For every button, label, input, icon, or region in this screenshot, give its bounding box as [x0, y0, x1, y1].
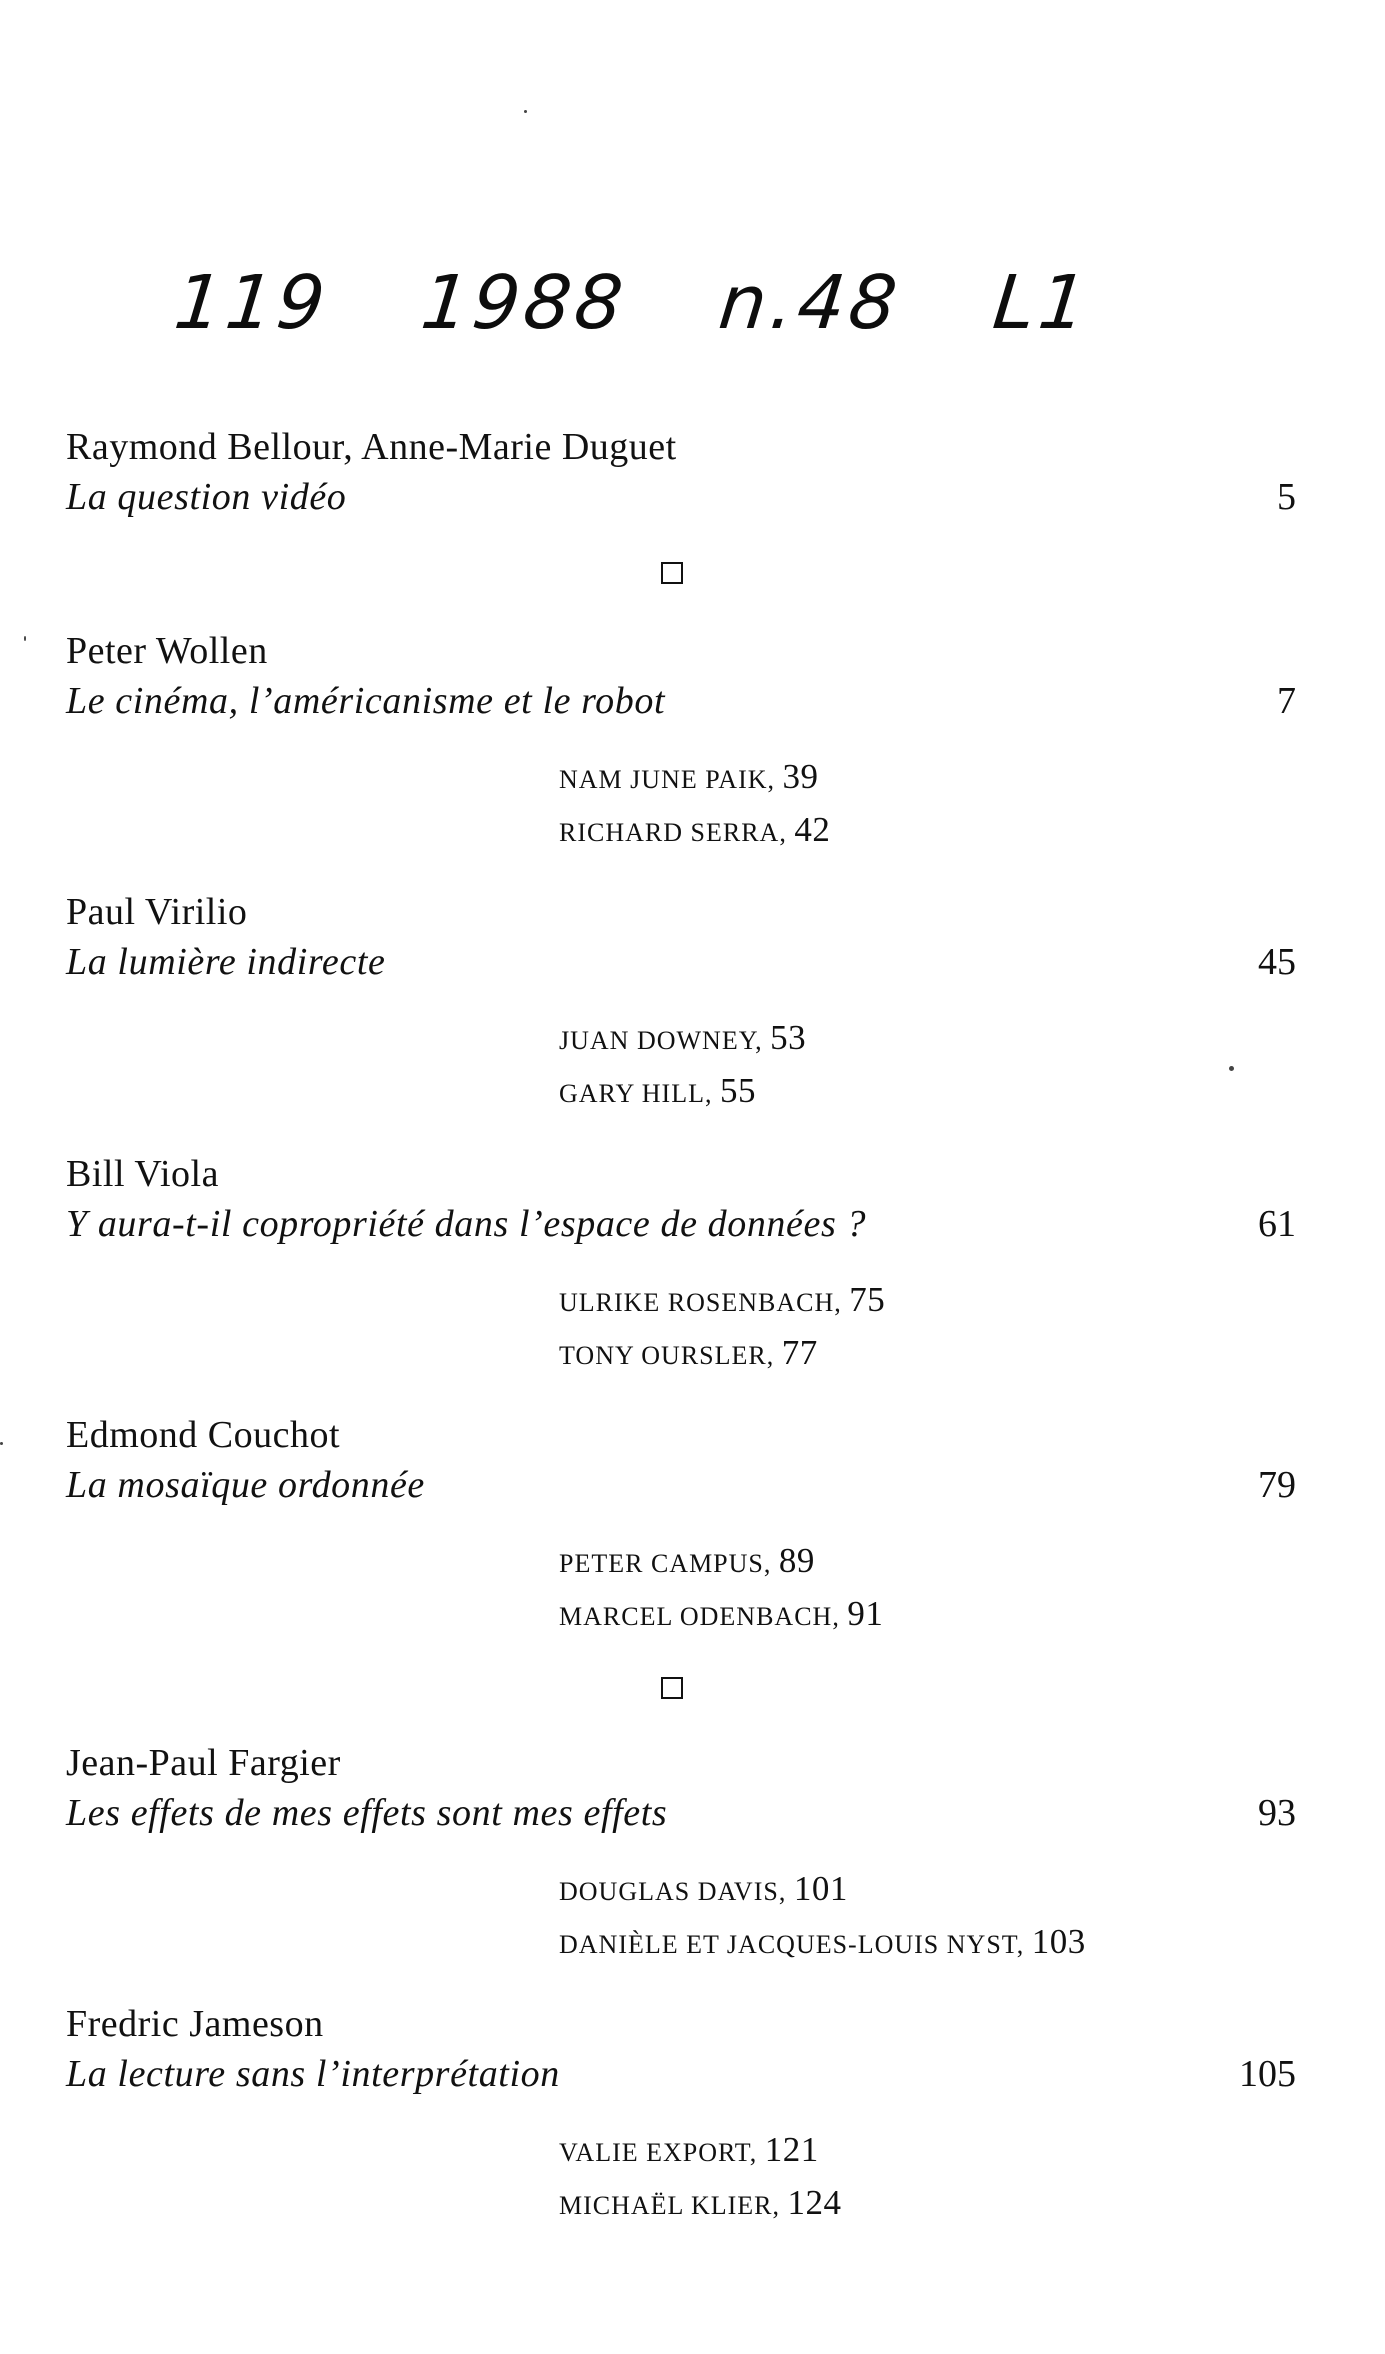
handwritten-code: L1 [989, 260, 1095, 346]
toc-entry [66, 422, 1296, 522]
artist-name: MARCEL ODENBACH, [559, 1602, 840, 1631]
artist-page: 55 [719, 1071, 756, 1110]
entry-title: La lumière indirecte [66, 941, 386, 983]
artist-name: TONY OURSLER, [559, 1341, 775, 1370]
toc-entry [66, 1410, 1296, 1633]
artist-list [559, 1864, 1086, 1970]
entry-page-number: 45 [1258, 941, 1296, 983]
scan-speck [524, 110, 527, 113]
entry-author: Bill Viola [66, 1153, 219, 1195]
artist-page: 42 [794, 810, 831, 849]
artist-name: DANIÈLE ET JACQUES-LOUIS NYST, [559, 1930, 1025, 1959]
section-separator-box [661, 562, 683, 584]
artist-name: JUAN DOWNEY, [559, 1026, 763, 1055]
artist-item [559, 1013, 806, 1066]
artist-page: 39 [782, 757, 819, 796]
artist-name: NAM JUNE PAIK, [559, 765, 776, 794]
entry-title: Y aura-t-il copropriété dans l’espace de données ? [66, 1203, 867, 1245]
entry-title: La lecture sans l’interprétation [66, 2053, 560, 2095]
entry-page-number: 79 [1258, 1464, 1296, 1506]
artist-list [559, 2125, 842, 2231]
artist-name: GARY HILL, [559, 1079, 713, 1108]
handwritten-annotation [170, 260, 1160, 346]
entry-page-number: 61 [1258, 1203, 1296, 1245]
artist-name: RICHARD SERRA, [559, 818, 787, 847]
entry-author: Peter Wollen [66, 630, 268, 672]
entry-page-number: 5 [1277, 476, 1296, 518]
artist-item [559, 2178, 842, 2231]
artist-page: 124 [787, 2183, 842, 2222]
entry-title: La question vidéo [66, 476, 347, 518]
toc-entry [66, 887, 1296, 1110]
artist-page: 103 [1031, 1922, 1086, 1961]
entry-page-number: 105 [1239, 2053, 1296, 2095]
toc-entry [66, 1149, 1296, 1372]
handwritten-number: 119 [170, 260, 333, 346]
artist-item [559, 1066, 806, 1119]
artist-page: 121 [764, 2130, 819, 2169]
entry-title-row [66, 1788, 1296, 1838]
artist-name: VALIE EXPORT, [559, 2138, 758, 2167]
entry-title-row [66, 1460, 1296, 1510]
entry-title-row [66, 676, 1296, 726]
entry-author: Edmond Couchot [66, 1414, 341, 1456]
artist-item [559, 1864, 1086, 1917]
artist-page: 75 [849, 1280, 886, 1319]
section-separator-box [661, 1677, 683, 1699]
artist-list [559, 1536, 883, 1642]
artist-page: 89 [778, 1541, 815, 1580]
toc-entry [66, 1738, 1296, 1961]
artist-item [559, 2125, 842, 2178]
handwritten-year: 1988 [417, 260, 631, 346]
entry-author: Raymond Bellour, Anne-Marie Duguet [66, 426, 677, 468]
artist-item [559, 805, 830, 858]
artist-item [559, 1536, 883, 1589]
entry-title-row [66, 2049, 1296, 2099]
entry-title-row [66, 472, 1296, 522]
entry-title: Le cinéma, l’américanisme et le robot [66, 680, 666, 722]
artist-page: 91 [847, 1594, 884, 1633]
artist-item [559, 1917, 1086, 1970]
artist-item [559, 1275, 885, 1328]
artist-item [559, 1589, 883, 1642]
artist-list [559, 1013, 806, 1119]
entry-author: Fredric Jameson [66, 2003, 324, 2045]
scan-speck [1229, 1066, 1234, 1071]
artist-item [559, 752, 830, 805]
artist-page: 77 [781, 1333, 818, 1372]
artist-name: PETER CAMPUS, [559, 1549, 772, 1578]
entry-title-row [66, 1199, 1296, 1249]
entry-title-row [66, 937, 1296, 987]
toc-entry [66, 1999, 1296, 2222]
artist-page: 53 [770, 1018, 807, 1057]
artist-name: ULRIKE ROSENBACH, [559, 1288, 842, 1317]
entry-title: Les effets de mes effets sont mes effets [66, 1792, 668, 1834]
entry-author: Jean-Paul Fargier [66, 1742, 341, 1784]
artist-list [559, 752, 830, 858]
artist-item [559, 1328, 885, 1381]
entry-title: La mosaïque ordonnée [66, 1464, 425, 1506]
artist-list [559, 1275, 885, 1381]
entry-author: Paul Virilio [66, 891, 248, 933]
toc-entry [66, 626, 1296, 849]
scan-speck [24, 636, 26, 641]
scan-speck [0, 1442, 3, 1445]
entry-page-number: 93 [1258, 1792, 1296, 1834]
entry-page-number: 7 [1277, 680, 1296, 722]
artist-name: MICHAËL KLIER, [559, 2191, 781, 2220]
artist-page: 101 [793, 1869, 848, 1908]
handwritten-issue: n.48 [715, 260, 905, 346]
artist-name: DOUGLAS DAVIS, [559, 1877, 787, 1906]
